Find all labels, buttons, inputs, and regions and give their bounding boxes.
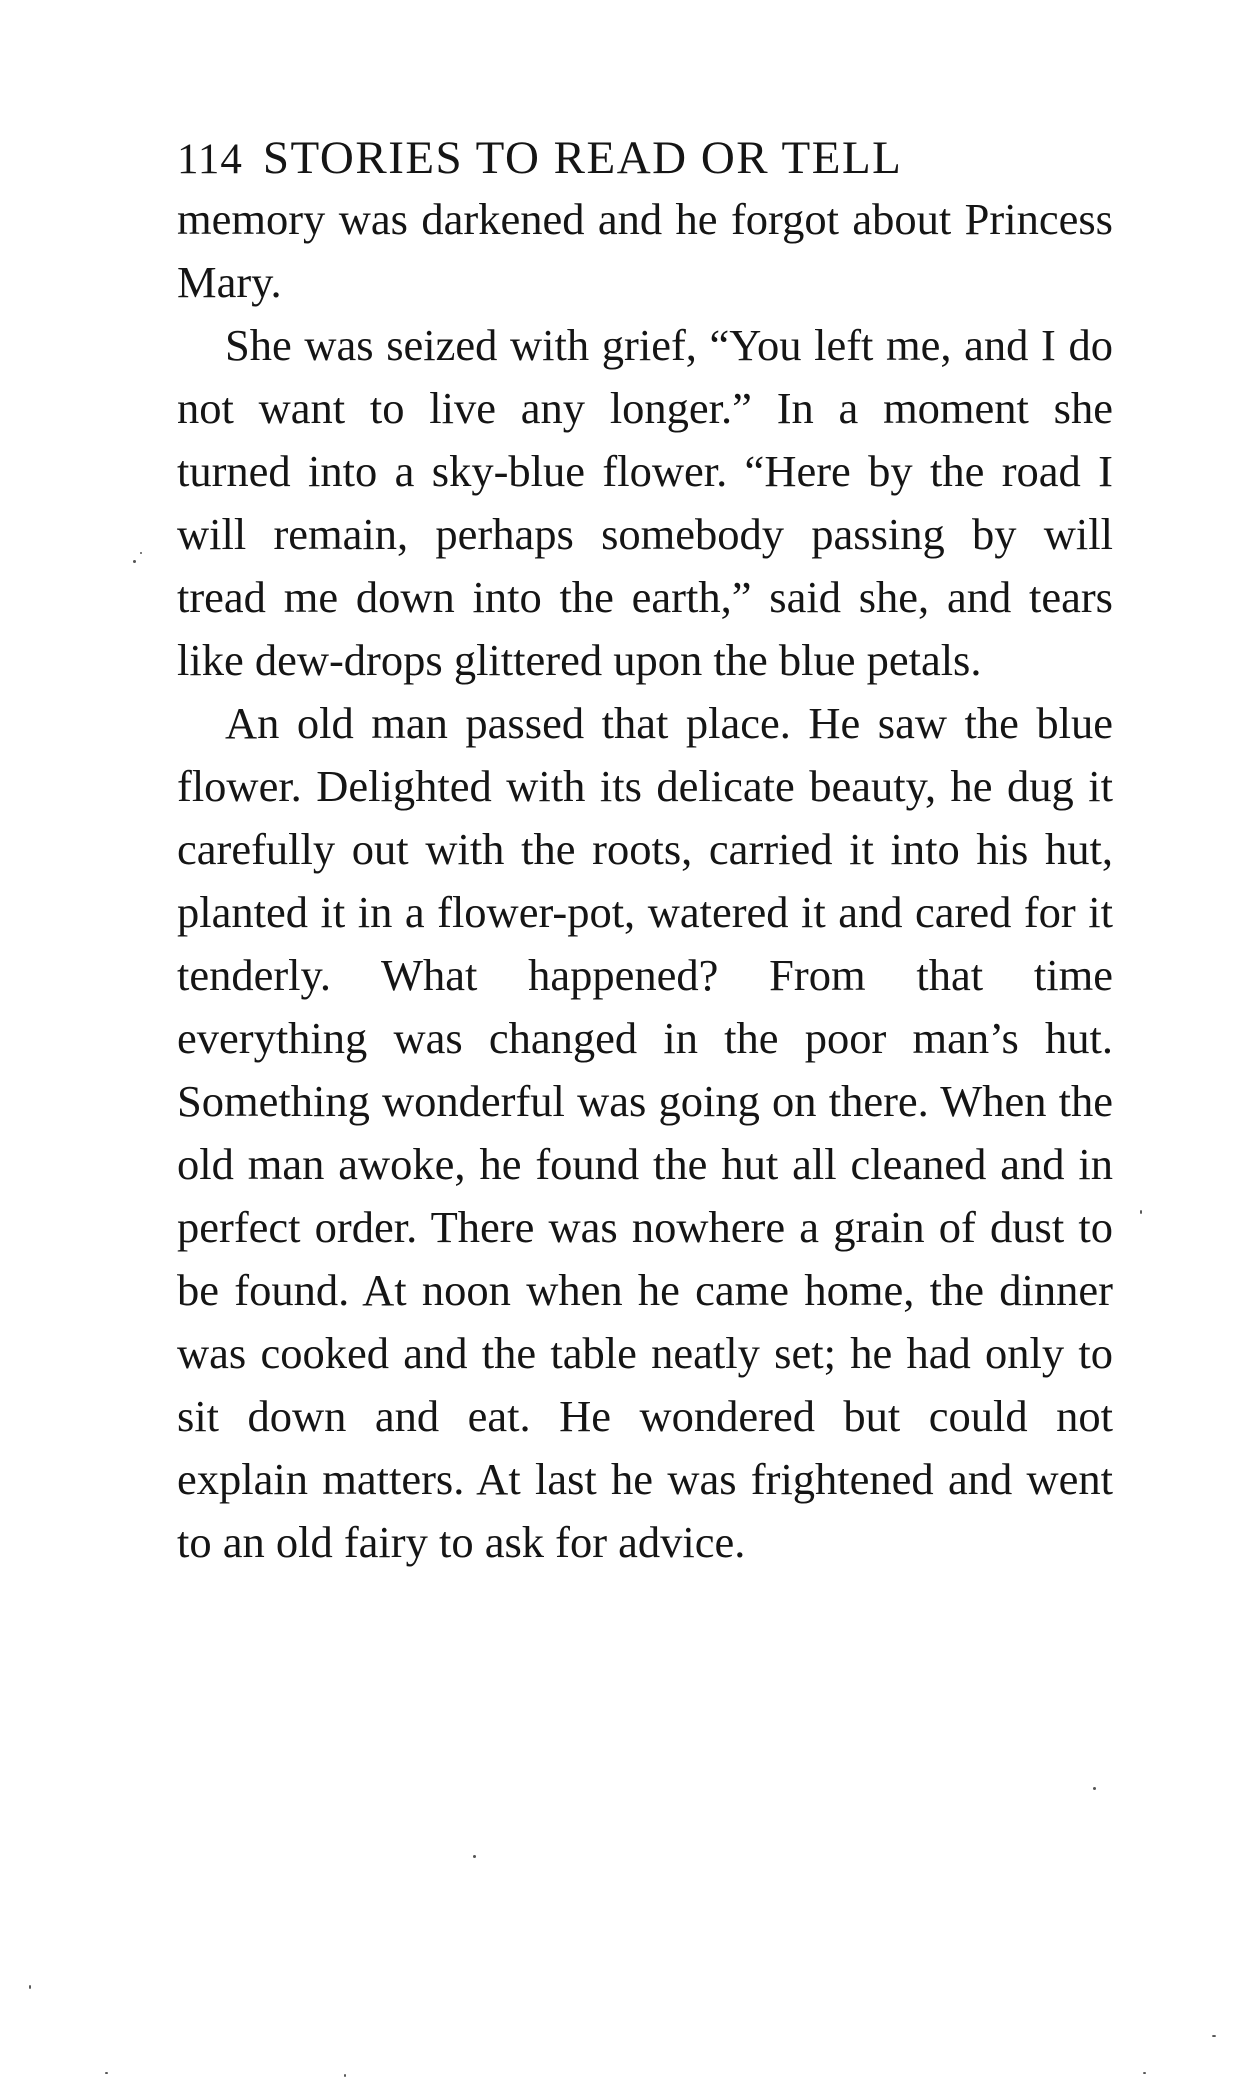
- scan-speck: [133, 560, 136, 563]
- scan-speck: [473, 1855, 476, 1858]
- paragraph-continuation: memory was darkened and he forgot about Princess Mary.: [177, 194, 1113, 307]
- scan-speck: [105, 2072, 108, 2074]
- scan-speck: [1143, 2072, 1146, 2074]
- paragraph-grief: She was seized with grief, “You left me, and I do not want to live any longer.” In a moment she turned into a sky-blue flower. “Here by the road I will remain, perhaps somebody passing by will tread me down into the earth,” said she, and tears like dew-drops glittered upon the blue petals.: [177, 320, 1113, 685]
- scan-speck: [140, 552, 142, 554]
- body-text: [177, 188, 1113, 1574]
- scan-speck: [1093, 1787, 1096, 1790]
- book-page: [177, 130, 1113, 1574]
- page-number: 114: [177, 136, 243, 183]
- scan-speck: [1212, 2035, 1216, 2037]
- scan-speck: [344, 2074, 346, 2077]
- running-head: [177, 130, 1113, 188]
- scan-speck: [29, 1985, 31, 1989]
- paragraph-old-man: An old man passed that place. He saw the blue flower. Delighted with its delicate beauty, he dug it carefully out with the roots, carried it into his hut, planted it in a flower-pot, watered it and cared for it tenderly. What happened? From that time everything was changed in the poor man’s hut. Something wonderful was going on there. When the old man awoke, he found the hut all cleaned and in perfect order. There was nowhere a grain of dust to be found. At noon when he came home, the dinner was cooked and the table neatly set; he had only to sit down and eat. He wondered but could not explain matters. At last he was frightened and went to an old fairy to ask for advice.: [177, 698, 1113, 1567]
- running-title: STORIES TO READ OR TELL: [262, 132, 903, 184]
- scan-speck: [1140, 1210, 1142, 1214]
